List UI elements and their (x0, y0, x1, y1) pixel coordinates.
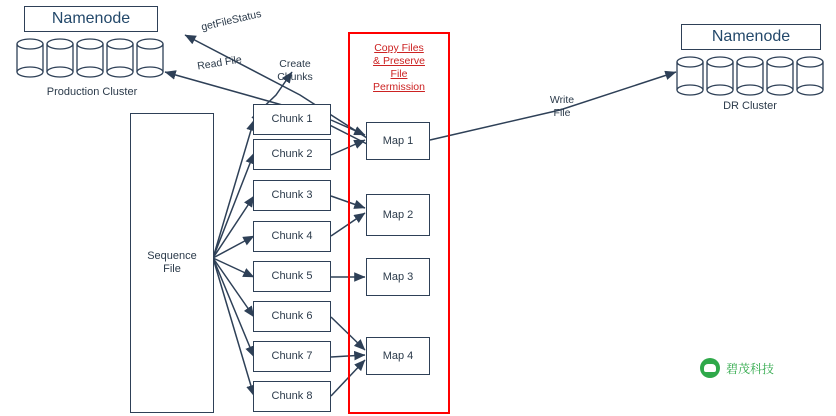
map-group-title-line1: Copy Files (374, 42, 424, 54)
chunk-label-7: Chunk 7 (271, 350, 313, 363)
map-box-4[interactable] (366, 337, 430, 375)
chunk-box-1[interactable] (253, 104, 331, 135)
chunk-box-4[interactable] (253, 221, 331, 252)
chunk-label-1: Chunk 1 (271, 113, 313, 126)
chunk-label-8: Chunk 8 (271, 390, 313, 403)
chunk-box-2[interactable] (253, 139, 331, 170)
chunk-box-7[interactable] (253, 341, 331, 372)
sequence-file-label-line2: File (163, 263, 181, 275)
chunk-label-3: Chunk 3 (271, 189, 313, 202)
edge-label-create-chunks-line1: Create (279, 58, 311, 70)
edge-label-create-chunks-line2: Chunks (277, 70, 313, 83)
map-box-1[interactable] (366, 122, 430, 160)
namenode-box-dr[interactable] (681, 24, 821, 50)
chunk-label-6: Chunk 6 (271, 310, 313, 323)
map-label-2: Map 2 (382, 208, 414, 221)
chunk-label-4: Chunk 4 (271, 230, 313, 243)
map-box-3[interactable] (366, 258, 430, 296)
map-label-1: Map 1 (382, 134, 414, 147)
sequence-file-box[interactable] (130, 113, 214, 413)
namenode-label-dr: Namenode (711, 27, 791, 45)
edge-label-write-file (538, 94, 586, 119)
sequence-file-label-line1: Sequence (147, 250, 197, 263)
namenode-label-production: Namenode (51, 9, 131, 27)
caption-dr-cluster: DR Cluster (723, 100, 777, 112)
watermark (700, 358, 774, 378)
chunk-box-5[interactable] (253, 261, 331, 292)
chunk-box-6[interactable] (253, 301, 331, 332)
chunk-box-3[interactable] (253, 180, 331, 211)
edge-label-write-file-line2: File (553, 106, 571, 119)
map-group-title-line4: Permission (373, 81, 425, 94)
watermark-text: 碧茂科技 (726, 361, 775, 376)
chunk-label-2: Chunk 2 (271, 148, 313, 161)
map-group-title-line2: & Preserve (373, 55, 425, 68)
edge-label-create-chunks (268, 58, 322, 83)
map-box-2[interactable] (366, 194, 430, 236)
edge-label-write-file-line1: Write (549, 94, 575, 106)
wechat-icon (700, 358, 720, 378)
edge-label-read-file: Read File (196, 53, 243, 73)
caption-production-cluster: Production Cluster (46, 86, 138, 98)
map-group-title (350, 42, 448, 95)
namenode-box-production[interactable] (24, 6, 158, 32)
map-label-4: Map 4 (382, 349, 414, 362)
chunk-label-5: Chunk 5 (271, 270, 313, 283)
chunk-box-8[interactable] (253, 381, 331, 412)
edge-label-get-file-status: getFileStatus (200, 7, 263, 34)
map-group-title-line3: File (390, 68, 408, 81)
map-label-3: Map 3 (382, 270, 414, 283)
